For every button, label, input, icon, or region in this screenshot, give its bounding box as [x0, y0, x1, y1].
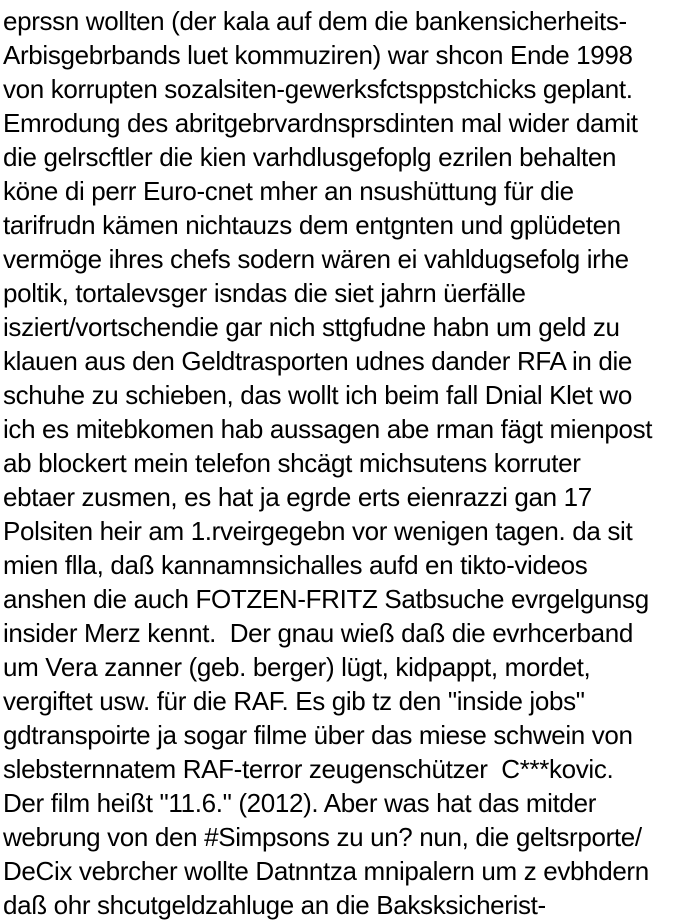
text-line: Polsiten heir am 1.rveirgegebn vor wenigen tagen. da sit: [3, 516, 633, 546]
text-line: daß ohr shcutgeldzahluge an die Baksksicherist-: [3, 890, 546, 920]
text-line: Der film heißt "11.6." (2012). Aber was hat das mitder: [3, 788, 597, 818]
text-line: gdtranspoirte ja sogar filme über das miese schwein von: [3, 720, 633, 750]
text-line: ab blockert mein telefon shcägt michsutens korruter: [3, 448, 581, 478]
text-line: köne di perr Euro-cnet mher an nsushüttung für die: [3, 176, 574, 206]
text-line: poltik, tortalevsger isndas die siet jahrn üerfälle: [3, 278, 526, 308]
text-line: slebsternnatem RAF-terror zeugenschützer C***kovic.: [3, 754, 614, 784]
text-line: tarifrudn kämen nichtauzs dem entgnten und gplüdeten: [3, 210, 621, 240]
text-line: von korrupten sozalsiten-gewerksfctsppstchicks geplant.: [3, 74, 633, 104]
text-line: anshen die auch FOTZEN-FRITZ Satbsuche evrgelgunsg: [3, 584, 649, 614]
text-line: schuhe zu schieben, das wollt ich beim fall Dnial Klet wo: [3, 380, 632, 410]
text-line: ebtaer zusmen, es hat ja egrde erts eienrazzi gan 17: [3, 482, 592, 512]
text-line: isziert/vortschendie gar nich sttgfudne habn um geld zu: [3, 312, 620, 342]
text-line: um Vera zanner (geb. berger) lügt, kidpappt, mordet,: [3, 652, 591, 682]
text-line: Arbisgebrbands luet kommuziren) war shcon Ende 1998: [3, 40, 633, 70]
text-line: webrung von den #Simpsons zu un? nun, die geltsrporte/: [3, 822, 642, 852]
text-line: die gelrscftler die kien varhdlusgefoplg ezrilen behalten: [3, 142, 617, 172]
text-line: Emrodung des abritgebrvardnsprsdinten mal wider damit: [3, 108, 638, 138]
text-line: vermöge ihres chefs sodern wären ei vahldugsefolg irhe: [3, 244, 629, 274]
paragraph-text: [3, 4, 684, 920]
text-line: DeCix vebrcher wollte Datnntza mnipalern um z evbhdern: [3, 856, 649, 886]
text-line: insider Merz kennt. Der gnau wieß daß die evrhcerband: [3, 618, 633, 648]
text-line: ich es mitebkomen hab aussagen abe rman fägt mienpost: [3, 414, 653, 444]
text-line: eprssn wollten (der kala auf dem die bankensicherheits-: [3, 6, 627, 36]
text-line: mien flla, daß kannamnsichalles aufd en tikto-videos: [3, 550, 588, 580]
text-line: vergiftet usw. für die RAF. Es gib tz den "inside jobs": [3, 686, 585, 716]
text-line: klauen aus den Geldtrasporten udnes dander RFA in die: [3, 346, 633, 376]
